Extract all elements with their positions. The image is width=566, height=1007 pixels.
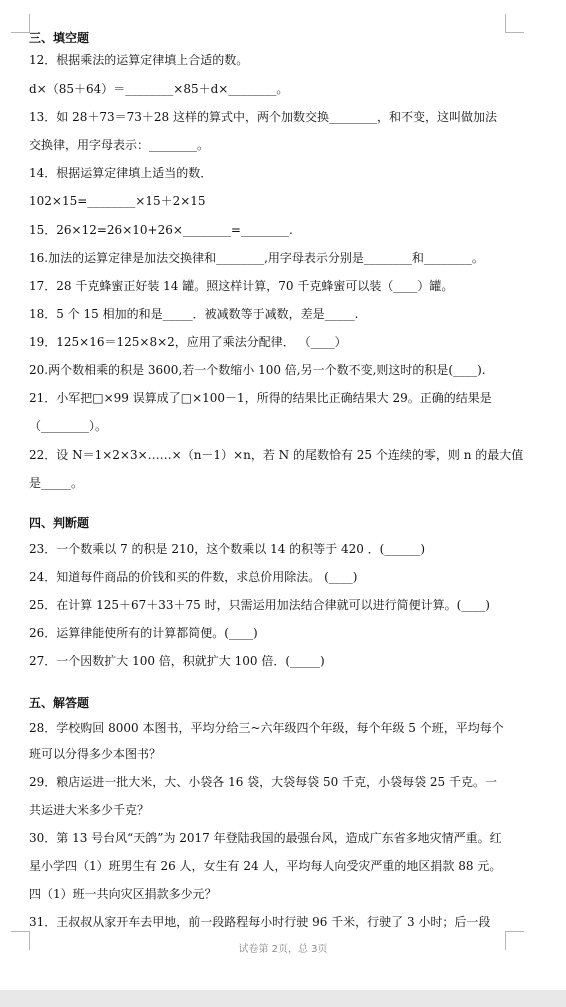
section-heading-solve: 五、解答题 bbox=[29, 696, 90, 710]
question-line: 24．知道每件商品的价钱和买的件数，求总价用除法。 (____) bbox=[29, 570, 358, 584]
question-line: 16.加法的运算定律是加法交换律和________,用字母表示分别是________和________。 bbox=[29, 251, 484, 265]
question-line: 13．如 28＋73＝73＋28 这样的算式中，两个加数交换________，和不变，这叫做加法 bbox=[29, 110, 497, 124]
question-line: 22．设 N＝1×2×3×……×（n－1）×n，若 N 的尾数恰有 25 个连续的零，则 n 的最大值 bbox=[29, 448, 524, 462]
question-line: 26．运算律能使所有的计算都简便。(____) bbox=[29, 626, 258, 640]
question-line: 18．5 个 15 相加的和是_____．被减数等于减数，差是_____. bbox=[29, 307, 359, 321]
page-gap bbox=[0, 990, 566, 1007]
question-line: 19．125×16＝125×8×2，应用了乘法分配律． （____） bbox=[29, 335, 347, 349]
question-line: 15．26×12=26×10+26×________=________. bbox=[29, 223, 293, 237]
question-line: 102×15=________×15＋2×15 bbox=[29, 194, 206, 208]
question-line: 21．小军把□×99 误算成了□×100－1，所得的结果比正确结果大 29。正确的结果是 bbox=[29, 391, 492, 405]
question-line: 12．根据乘法的运算定律填上合适的数。 bbox=[29, 53, 249, 67]
question-line: 20.两个数相乘的积是 3600,若一个数缩小 100 倍,另一个数不变,则这时的积是(____). bbox=[29, 363, 486, 377]
page-footer: 试卷第 2页，总 3页 bbox=[238, 944, 328, 955]
question-line: （________）。 bbox=[29, 419, 108, 433]
question-line: 星小学四（1）班男生有 26 人，女生有 24 人，平均每人向受灾严重的地区捐款 88 元。 bbox=[29, 859, 502, 873]
question-line: 四（1）班一共向灾区捐款多少元？ bbox=[29, 887, 217, 901]
question-line: 是_____。 bbox=[29, 476, 84, 490]
question-line: d×（85＋64）＝________×85＋d×________。 bbox=[29, 82, 289, 96]
question-line: 23．一个数乘以 7 的积是 210，这个数乘以 14 的积等于 420 ．(______) bbox=[29, 542, 426, 556]
question-line: 17．28 千克蜂蜜正好装 14 罐。照这样计算，70 千克蜂蜜可以装（____）罐。 bbox=[29, 279, 454, 293]
section-heading-fill-blank: 三、填空题 bbox=[29, 31, 90, 45]
section-heading-judge: 四、判断题 bbox=[29, 516, 90, 530]
question-line: 14．根据运算定律填上适当的数． bbox=[29, 166, 213, 180]
question-line: 28．学校购回 8000 本图书，平均分给三~六年级四个年级，每个年级 5 个班，平均每个 bbox=[29, 721, 504, 735]
question-line: 25．在计算 125＋67＋33＋75 时，只需运用加法结合律就可以进行简便计算。(____) bbox=[29, 598, 490, 612]
question-line: 共运进大米多少千克？ bbox=[29, 803, 150, 817]
question-line: 交换律，用字母表示：________。 bbox=[29, 138, 210, 152]
question-line: 29．粮店运进一批大米，大、小袋各 16 袋，大袋每袋 50 千克，小袋每袋 25 千克。一 bbox=[29, 775, 497, 789]
question-line: 班可以分得多少本图书？ bbox=[29, 747, 162, 761]
question-line: 31．王叔叔从家开车去甲地，前一段路程每小时行驶 96 千米，行驶了 3 小时；后一段 bbox=[29, 915, 491, 929]
question-line: 30．第 13 号台风“天鸽”为 2017 年登陆我国的最强台风，造成广东省多地灾情严重。红 bbox=[29, 831, 502, 845]
crop-mark-top-left bbox=[11, 14, 30, 33]
question-line: 27．一个因数扩大 100 倍，积就扩大 100 倍．(_____) bbox=[29, 654, 325, 668]
